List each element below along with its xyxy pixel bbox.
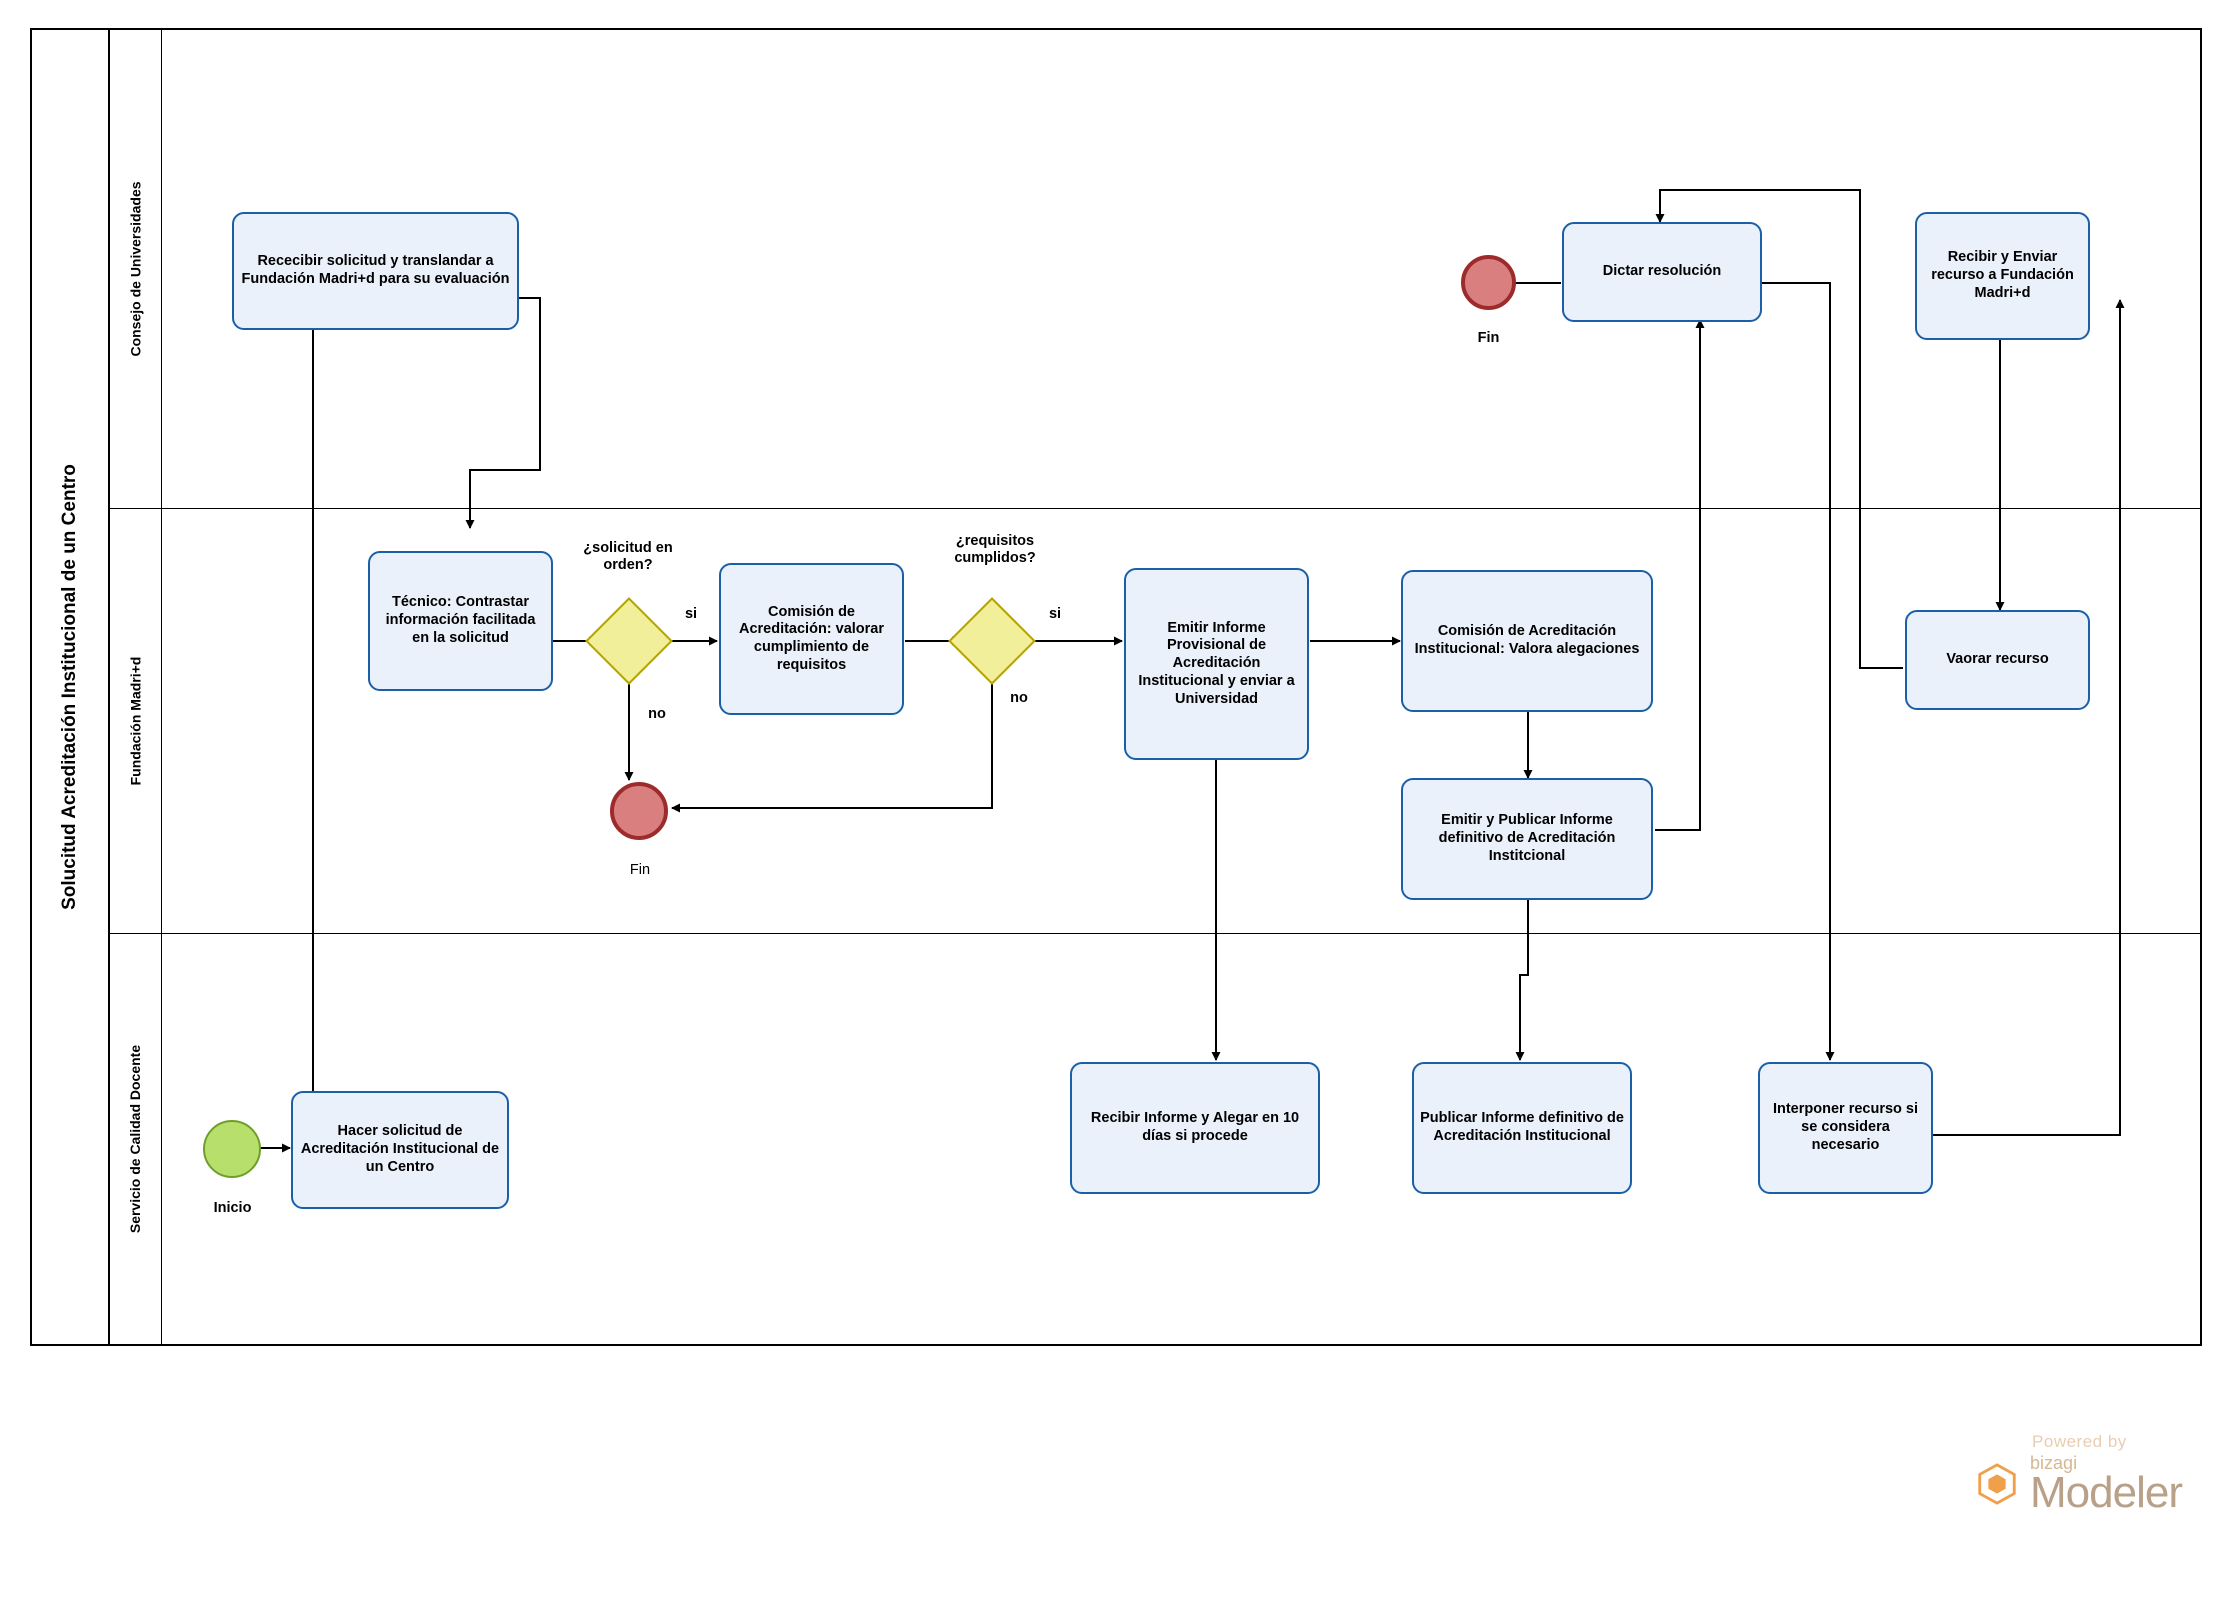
task-label: Dictar resolución bbox=[1602, 263, 1722, 280]
task-interponer-recurso[interactable] bbox=[1758, 1062, 1933, 1194]
task-label: Comisión de Acreditación Institucional: Valora alegaciones bbox=[1414, 623, 1640, 657]
event-fin-1-label: Fin bbox=[1477, 330, 1500, 346]
task-label: Interponer recurso si se considera necesario bbox=[1772, 1101, 1919, 1153]
lane-label-consejo: Consejo de Universidades bbox=[127, 181, 144, 357]
gateway-label-text: ¿requisitos cumplidos? bbox=[954, 533, 1036, 566]
task-emitir-publicar-informe-definitivo[interactable] bbox=[1401, 778, 1653, 900]
task-recibir-solicitud[interactable] bbox=[232, 212, 519, 330]
task-dictar-resolucion[interactable] bbox=[1562, 222, 1762, 322]
lane-title-fundacion bbox=[110, 509, 162, 933]
task-recibir-enviar-recurso[interactable] bbox=[1915, 212, 2090, 340]
task-hacer-solicitud[interactable] bbox=[291, 1091, 509, 1209]
task-label: Rececibir solicitud y translandar a Fundación Madri+d para su evaluación bbox=[241, 253, 510, 287]
task-valorar-recurso[interactable] bbox=[1905, 610, 2090, 710]
event-fin-2 bbox=[610, 782, 668, 840]
branding-powered-by: Powered by bbox=[2032, 1432, 2127, 1452]
task-label: Hacer solicitud de Acreditación Institucional de un Centro bbox=[300, 1123, 500, 1175]
lane-label-fundacion: Fundación Madri+d bbox=[127, 656, 144, 786]
branding-name: bizagi bbox=[2030, 1453, 2078, 1474]
task-label: Técnico: Contrastar información facilitada en la solicitud bbox=[385, 594, 536, 646]
edge-label-no-2: no bbox=[1010, 690, 1028, 706]
branding-watermark bbox=[1974, 1432, 2182, 1518]
task-label: Vaorar recurso bbox=[1946, 651, 2049, 668]
edge-label-no-1: no bbox=[648, 706, 666, 722]
task-recibir-informe-alegar[interactable] bbox=[1070, 1062, 1320, 1194]
task-label: Emitir Informe Provisional de Acreditación Institucional y enviar a Universidad bbox=[1138, 619, 1295, 707]
pool-title bbox=[32, 30, 110, 1344]
event-fin-1 bbox=[1461, 255, 1516, 310]
task-label: Recibir y Enviar recurso a Fundación Madri+d bbox=[1931, 249, 2074, 301]
bizagi-logo-icon bbox=[1974, 1461, 2020, 1507]
event-inicio-label: Inicio bbox=[213, 1200, 252, 1216]
lane-label-servicio: Servicio de Calidad Docente bbox=[127, 1044, 144, 1234]
task-label: Publicar Informe definitivo de Acreditación Institucional bbox=[1420, 1110, 1624, 1144]
gateway-label-text: ¿solicitud en orden? bbox=[583, 540, 673, 573]
task-emitir-informe-provisional[interactable] bbox=[1124, 568, 1309, 760]
edge-label-si-2: si bbox=[1048, 606, 1062, 622]
task-tecnico-contrastar[interactable] bbox=[368, 551, 553, 691]
event-inicio bbox=[203, 1120, 261, 1178]
task-comision-valora-alegaciones[interactable] bbox=[1401, 570, 1653, 712]
branding-product: Modeler bbox=[2030, 1468, 2182, 1518]
event-fin-2-label: Fin bbox=[629, 862, 651, 878]
gateway-solicitud-en-orden-label bbox=[558, 540, 698, 573]
task-label: Emitir y Publicar Informe definitivo de Acreditación Institcional bbox=[1438, 812, 1616, 864]
edge-label-si-1: si bbox=[684, 606, 698, 622]
pool-title-label: Solucitud Acreditación Institucional de un Centro bbox=[59, 464, 81, 910]
task-label: Comisión de Acreditación: valorar cumplimiento de requisitos bbox=[738, 603, 885, 673]
task-label: Recibir Informe y Alegar en 10 días si procede bbox=[1090, 1110, 1300, 1144]
task-publicar-informe-definitivo[interactable] bbox=[1412, 1062, 1632, 1194]
task-comision-valorar-requisitos[interactable] bbox=[719, 563, 904, 715]
lane-title-servicio bbox=[110, 934, 162, 1344]
gateway-requisitos-cumplidos-label bbox=[925, 533, 1065, 566]
lane-title-consejo bbox=[110, 30, 162, 508]
